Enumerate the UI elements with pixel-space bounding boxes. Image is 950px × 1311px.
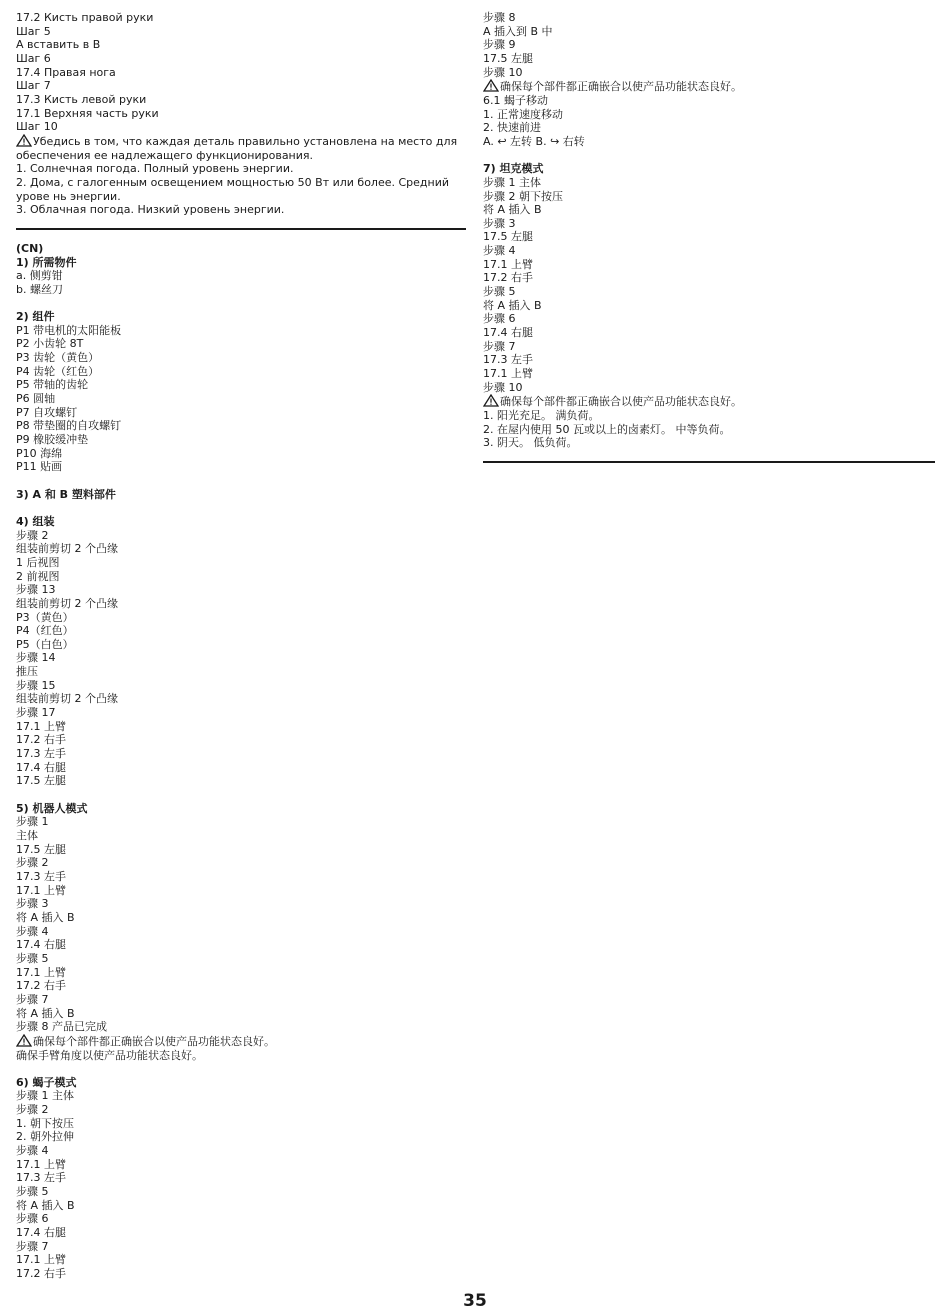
list-item: 步骤 10 bbox=[483, 380, 523, 394]
list-item: 1. Солнечная погода. Полный уровень энергии. bbox=[16, 162, 294, 176]
list-item: 17.2 右手 bbox=[483, 271, 533, 285]
list-item: 17.5 左腿 bbox=[16, 842, 66, 856]
list-item: 步骤 4 bbox=[16, 924, 49, 938]
list-item: 17.2 右手 bbox=[16, 1266, 66, 1280]
list-item: A 插入到 B 中 bbox=[483, 24, 553, 38]
list-item: P5 带轴的齿轮 bbox=[16, 378, 89, 392]
section-divider bbox=[483, 461, 935, 463]
list-item: P11 贴画 bbox=[16, 460, 63, 474]
section-heading: 7) 坦克模式 bbox=[483, 162, 544, 176]
list-item: 17.1 上臂 bbox=[483, 367, 533, 381]
list-item: Шаг 5 bbox=[16, 24, 51, 38]
list-item: P5（白色） bbox=[16, 637, 74, 651]
list-item: P9 橡胶缓冲垫 bbox=[16, 433, 89, 447]
list-item: 步骤 2 bbox=[16, 1103, 49, 1117]
list-item: P3 齿轮（黄色） bbox=[16, 351, 100, 365]
list-item: 步骤 14 bbox=[16, 651, 56, 665]
list-item: Шаг 7 bbox=[16, 79, 51, 93]
ru-power-list bbox=[16, 162, 466, 217]
list-item: 3. 阴天。 低负荷。 bbox=[483, 436, 578, 450]
list-item: 17.5 左腿 bbox=[16, 774, 66, 788]
list-item: 步骤 5 bbox=[16, 951, 49, 965]
list-item: b. 螺丝刀 bbox=[16, 282, 63, 296]
list-item: 步骤 4 bbox=[16, 1144, 49, 1158]
list-item: 组装前剪切 2 个凸缘 bbox=[16, 542, 118, 556]
page-number: 35 bbox=[463, 1291, 487, 1311]
ru-step-list bbox=[16, 11, 466, 134]
list-item: 17.1 上臂 bbox=[16, 719, 66, 733]
list-item: a. 侧剪钳 bbox=[16, 269, 63, 283]
list-item: 2. 朝外拉伸 bbox=[16, 1130, 74, 1144]
list-item: 17.3 Кисть левой руки bbox=[16, 92, 147, 106]
warning-text: 确保每个部件都正确嵌合以使产品功能状态良好。 bbox=[500, 80, 742, 94]
list-item: P3（黄色） bbox=[16, 610, 74, 624]
list-item: 17.1 上臂 bbox=[16, 883, 66, 897]
warning-text: 确保每个部件都正确嵌合以使产品功能状态良好。 bbox=[33, 1034, 275, 1048]
list-item: 步骤 5 bbox=[483, 285, 516, 299]
cn-label: (CN) bbox=[16, 241, 44, 255]
list-item: 2. Дома, с галогенным освещением мощностью 50 Вт или более. Средний урове нь энергии. bbox=[16, 175, 450, 203]
robot-warning bbox=[16, 1034, 466, 1049]
list-item: 主体 bbox=[16, 829, 38, 842]
list-item: 17.2 右手 bbox=[16, 979, 66, 993]
list-item: 17.4 右腿 bbox=[16, 1226, 66, 1240]
list-item: 1. 阳光充足。 满负荷。 bbox=[483, 409, 600, 423]
list-item: 1 后视图 bbox=[16, 555, 60, 569]
list-item: P4 齿轮（红色） bbox=[16, 364, 100, 378]
list-item: 步骤 3 bbox=[16, 897, 49, 911]
list-item: P8 带垫圈的自攻螺钉 bbox=[16, 419, 122, 433]
warning-triangle-icon bbox=[16, 1034, 32, 1047]
list-item: 确保手臂角度以使产品功能状态良好。 bbox=[16, 1048, 203, 1062]
list-item: 2. 在屋内使用 50 瓦或以上的卤素灯。 中等负荷。 bbox=[483, 422, 731, 436]
section-heading: 4) 组装 bbox=[16, 514, 55, 528]
list-item: 17.2 右手 bbox=[16, 733, 66, 747]
right-column bbox=[483, 11, 935, 463]
list-item: A. ↩ 左转 B. ↪ 右转 bbox=[483, 134, 585, 148]
list-item: 17.3 左手 bbox=[16, 747, 66, 761]
list-item: 组装前剪切 2 个凸缘 bbox=[16, 692, 118, 706]
list-item: 17.1 上臂 bbox=[16, 965, 66, 979]
list-item: 组装前剪切 2 个凸缘 bbox=[16, 596, 118, 610]
list-item: 17.1 上臂 bbox=[16, 1253, 66, 1267]
list-item: 步骤 8 bbox=[483, 11, 516, 24]
warning-triangle-icon bbox=[483, 394, 499, 407]
section-heading: 1) 所需物件 bbox=[16, 255, 77, 269]
ru-warning-text: Убедись в том, что каждая деталь правильно установлена на место для обеспечения ее надлежащего функционирования. bbox=[16, 134, 458, 162]
list-item: 1. 朝下按压 bbox=[16, 1116, 74, 1130]
list-item: 17.5 左腿 bbox=[483, 51, 533, 65]
list-item: 步骤 6 bbox=[16, 1212, 49, 1226]
section-heading: 5) 机器人模式 bbox=[16, 801, 88, 815]
list-item: 步骤 5 bbox=[16, 1185, 49, 1199]
list-item: 步骤 6 bbox=[483, 312, 516, 326]
list-item: 推压 bbox=[16, 665, 38, 679]
list-item: 步骤 1 bbox=[16, 815, 49, 829]
list-item: 步骤 2 朝下按压 bbox=[483, 189, 563, 203]
list-item: 将 A 插入 B bbox=[16, 1198, 75, 1212]
list-item: 将 A 插入 B bbox=[483, 298, 542, 312]
list-item: 17.4 右腿 bbox=[16, 760, 66, 774]
ru-warning bbox=[16, 134, 466, 162]
list-item: P7 自攻螺钉 bbox=[16, 405, 78, 419]
list-item: 将 A 插入 B bbox=[16, 1006, 75, 1020]
scorpion-warning bbox=[483, 79, 935, 94]
list-item: 步骤 13 bbox=[16, 583, 56, 597]
section-heading: 2) 组件 bbox=[16, 310, 55, 324]
list-item: 17.5 左腿 bbox=[483, 230, 533, 244]
list-item: 将 A 插入 B bbox=[483, 203, 542, 217]
list-item: 步骤 8 产品已完成 bbox=[16, 1020, 107, 1034]
list-item: 1. 正常速度移动 bbox=[483, 107, 563, 121]
warning-text: 确保每个部件都正确嵌合以使产品功能状态良好。 bbox=[500, 395, 742, 409]
list-item: 步骤 3 bbox=[483, 216, 516, 230]
list-item: 步骤 7 bbox=[16, 992, 49, 1006]
list-item: 17.1 Верхняя часть руки bbox=[16, 106, 159, 120]
warning-triangle-icon bbox=[483, 79, 499, 92]
list-item: 步骤 15 bbox=[16, 678, 56, 692]
list-item: 步骤 17 bbox=[16, 706, 56, 720]
list-item: P2 小齿轮 8T bbox=[16, 337, 84, 351]
warning-triangle-icon bbox=[16, 134, 32, 147]
list-item: 步骤 1 主体 bbox=[483, 175, 541, 189]
list-item: 3. Облачная погода. Низкий уровень энергии. bbox=[16, 203, 285, 217]
list-item: 步骤 10 bbox=[483, 65, 523, 79]
list-item: A вставить в B bbox=[16, 38, 101, 52]
list-item: Шаг 10 bbox=[16, 120, 58, 134]
list-item: 步骤 7 bbox=[16, 1239, 49, 1253]
section-heading: 3) A 和 B 塑料部件 bbox=[16, 487, 116, 501]
list-item: 17.1 上臂 bbox=[16, 1157, 66, 1171]
list-item: 将 A 插入 B bbox=[16, 910, 75, 924]
list-item: 17.4 右腿 bbox=[16, 938, 66, 952]
list-item: 17.4 Правая нога bbox=[16, 65, 116, 79]
section-heading: 6) 蝎子模式 bbox=[16, 1075, 77, 1089]
list-item: P1 带电机的太阳能板 bbox=[16, 323, 122, 337]
list-item: 步骤 9 bbox=[483, 38, 516, 52]
list-item: 17.3 左手 bbox=[16, 1171, 66, 1185]
list-item: 17.3 左手 bbox=[16, 869, 66, 883]
tank-warning bbox=[483, 394, 935, 409]
list-item: 步骤 4 bbox=[483, 244, 516, 258]
list-item: 步骤 7 bbox=[483, 339, 516, 353]
list-item: 17.4 右腿 bbox=[483, 326, 533, 340]
list-item: 6.1 蝎子移动 bbox=[483, 93, 548, 107]
list-item: P6 圆轴 bbox=[16, 392, 56, 406]
list-item: 步骤 1 主体 bbox=[16, 1089, 74, 1103]
list-item: P10 海绵 bbox=[16, 446, 63, 460]
list-item: 步骤 2 bbox=[16, 528, 49, 542]
list-item: 17.3 左手 bbox=[483, 353, 533, 367]
list-item: 步骤 2 bbox=[16, 856, 49, 870]
list-item: 17.2 Кисть правой руки bbox=[16, 11, 154, 24]
list-item: 2 前视图 bbox=[16, 569, 60, 583]
list-item: 17.1 上臂 bbox=[483, 257, 533, 271]
left-column bbox=[16, 11, 466, 1281]
list-item: Шаг 6 bbox=[16, 51, 51, 65]
list-item: 2. 快速前进 bbox=[483, 121, 541, 135]
list-item: P4（红色） bbox=[16, 624, 74, 638]
